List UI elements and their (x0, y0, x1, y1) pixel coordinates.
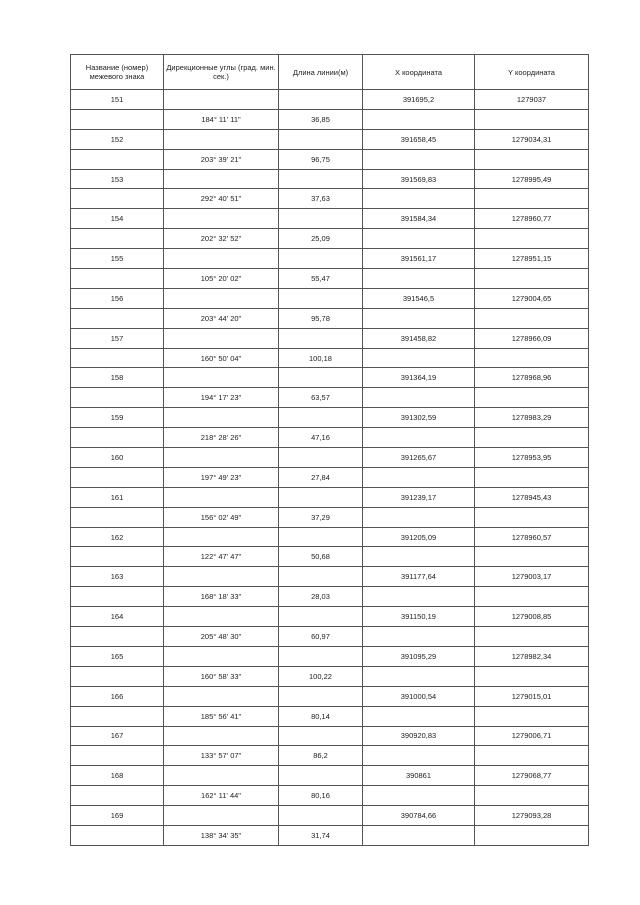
empty-cell (363, 825, 475, 845)
empty-cell (164, 288, 279, 308)
empty-cell (71, 627, 164, 647)
empty-cell (475, 786, 589, 806)
empty-cell (71, 189, 164, 209)
empty-cell (164, 806, 279, 826)
header-x: X координата (363, 55, 475, 90)
line-length: 28,03 (279, 587, 363, 607)
empty-cell (363, 627, 475, 647)
point-name: 155 (71, 249, 164, 269)
y-coordinate: 1278960,77 (475, 209, 589, 229)
line-row (71, 189, 589, 209)
line-length: 95,78 (279, 308, 363, 328)
line-length: 47,16 (279, 428, 363, 448)
empty-cell (475, 229, 589, 249)
line-length: 36,85 (279, 109, 363, 129)
empty-cell (363, 229, 475, 249)
empty-cell (475, 746, 589, 766)
line-row (71, 587, 589, 607)
empty-cell (279, 487, 363, 507)
line-length: 37,63 (279, 189, 363, 209)
empty-cell (475, 149, 589, 169)
y-coordinate: 1278960,57 (475, 527, 589, 547)
empty-cell (164, 567, 279, 587)
y-coordinate: 1279008,85 (475, 607, 589, 627)
point-name: 167 (71, 726, 164, 746)
empty-cell (164, 328, 279, 348)
line-length: 60,97 (279, 627, 363, 647)
empty-cell (279, 646, 363, 666)
point-row (71, 288, 589, 308)
empty-cell (71, 308, 164, 328)
line-row (71, 467, 589, 487)
line-length: 50,68 (279, 547, 363, 567)
empty-cell (164, 686, 279, 706)
x-coordinate: 391150,19 (363, 607, 475, 627)
point-row (71, 328, 589, 348)
line-length: 31,74 (279, 825, 363, 845)
empty-cell (71, 706, 164, 726)
empty-cell (279, 527, 363, 547)
x-coordinate: 391658,45 (363, 129, 475, 149)
empty-cell (363, 786, 475, 806)
y-coordinate: 1279003,17 (475, 567, 589, 587)
x-coordinate: 391546,5 (363, 288, 475, 308)
y-coordinate: 1278982,34 (475, 646, 589, 666)
direction-angle: 105° 20' 02" (164, 269, 279, 289)
y-coordinate: 1279037 (475, 90, 589, 110)
y-coordinate: 1279006,71 (475, 726, 589, 746)
empty-cell (363, 189, 475, 209)
empty-cell (363, 507, 475, 527)
point-row (71, 567, 589, 587)
direction-angle: 292° 40' 51" (164, 189, 279, 209)
point-row (71, 90, 589, 110)
empty-cell (475, 189, 589, 209)
point-name: 169 (71, 806, 164, 826)
x-coordinate: 391265,67 (363, 448, 475, 468)
direction-angle: 185° 56' 41" (164, 706, 279, 726)
line-row (71, 547, 589, 567)
x-coordinate: 391205,09 (363, 527, 475, 547)
empty-cell (71, 825, 164, 845)
empty-cell (363, 746, 475, 766)
point-name: 159 (71, 408, 164, 428)
line-row (71, 229, 589, 249)
empty-cell (363, 308, 475, 328)
point-name: 154 (71, 209, 164, 229)
table-body (71, 90, 589, 846)
direction-angle: 133° 57' 07" (164, 746, 279, 766)
empty-cell (363, 666, 475, 686)
x-coordinate: 391569,83 (363, 169, 475, 189)
direction-angle: 138° 34' 35" (164, 825, 279, 845)
point-name: 162 (71, 527, 164, 547)
empty-cell (71, 149, 164, 169)
line-length: 37,29 (279, 507, 363, 527)
empty-cell (279, 567, 363, 587)
point-name: 153 (71, 169, 164, 189)
y-coordinate: 1278953,95 (475, 448, 589, 468)
x-coordinate: 390920,83 (363, 726, 475, 746)
empty-cell (475, 666, 589, 686)
direction-angle: 156° 02' 49" (164, 507, 279, 527)
empty-cell (164, 368, 279, 388)
point-row (71, 249, 589, 269)
empty-cell (475, 706, 589, 726)
point-row (71, 368, 589, 388)
point-row (71, 129, 589, 149)
line-row (71, 348, 589, 368)
point-row (71, 806, 589, 826)
empty-cell (71, 786, 164, 806)
x-coordinate: 391458,82 (363, 328, 475, 348)
line-row (71, 269, 589, 289)
table-header-row (71, 55, 589, 90)
empty-cell (363, 348, 475, 368)
empty-cell (363, 388, 475, 408)
line-row (71, 507, 589, 527)
line-row (71, 428, 589, 448)
empty-cell (279, 328, 363, 348)
empty-cell (475, 587, 589, 607)
line-row (71, 786, 589, 806)
empty-cell (71, 109, 164, 129)
direction-angle: 162° 11' 44" (164, 786, 279, 806)
empty-cell (279, 129, 363, 149)
empty-cell (475, 308, 589, 328)
empty-cell (71, 666, 164, 686)
line-row (71, 666, 589, 686)
y-coordinate: 1278968,96 (475, 368, 589, 388)
empty-cell (279, 806, 363, 826)
empty-cell (363, 428, 475, 448)
x-coordinate: 390784,66 (363, 806, 475, 826)
point-row (71, 169, 589, 189)
point-name: 151 (71, 90, 164, 110)
empty-cell (475, 467, 589, 487)
x-coordinate: 391364,19 (363, 368, 475, 388)
point-row (71, 726, 589, 746)
direction-angle: 203° 39' 21" (164, 149, 279, 169)
direction-angle: 203° 44' 20" (164, 308, 279, 328)
y-coordinate: 1278951,15 (475, 249, 589, 269)
direction-angle: 218° 28' 26" (164, 428, 279, 448)
header-y: Y координата (475, 55, 589, 90)
x-coordinate: 391000,54 (363, 686, 475, 706)
x-coordinate: 391095,29 (363, 646, 475, 666)
empty-cell (475, 348, 589, 368)
direction-angle: 184° 11' 11" (164, 109, 279, 129)
x-coordinate: 391695,2 (363, 90, 475, 110)
empty-cell (164, 726, 279, 746)
direction-angle: 194° 17' 23" (164, 388, 279, 408)
line-row (71, 149, 589, 169)
empty-cell (164, 527, 279, 547)
line-length: 55,47 (279, 269, 363, 289)
empty-cell (475, 388, 589, 408)
point-row (71, 607, 589, 627)
empty-cell (363, 109, 475, 129)
line-length: 27,84 (279, 467, 363, 487)
empty-cell (363, 269, 475, 289)
line-length: 25,09 (279, 229, 363, 249)
empty-cell (279, 90, 363, 110)
point-name: 163 (71, 567, 164, 587)
empty-cell (279, 726, 363, 746)
point-name: 157 (71, 328, 164, 348)
line-row (71, 627, 589, 647)
line-length: 63,57 (279, 388, 363, 408)
empty-cell (363, 149, 475, 169)
line-length: 80,16 (279, 786, 363, 806)
direction-angle: 202° 32' 52" (164, 229, 279, 249)
empty-cell (363, 547, 475, 567)
y-coordinate: 1279068,77 (475, 766, 589, 786)
point-name: 152 (71, 129, 164, 149)
point-name: 166 (71, 686, 164, 706)
empty-cell (164, 607, 279, 627)
direction-angle: 160° 58' 33" (164, 666, 279, 686)
point-name: 158 (71, 368, 164, 388)
point-row (71, 527, 589, 547)
empty-cell (475, 547, 589, 567)
point-row (71, 646, 589, 666)
empty-cell (164, 766, 279, 786)
line-row (71, 746, 589, 766)
x-coordinate: 391584,34 (363, 209, 475, 229)
point-row (71, 487, 589, 507)
line-length: 96,75 (279, 149, 363, 169)
empty-cell (279, 249, 363, 269)
point-row (71, 766, 589, 786)
header-name: Название (номер) межевого знака (71, 55, 164, 90)
empty-cell (279, 607, 363, 627)
empty-cell (164, 646, 279, 666)
empty-cell (475, 109, 589, 129)
empty-cell (279, 209, 363, 229)
y-coordinate: 1278983,29 (475, 408, 589, 428)
empty-cell (279, 766, 363, 786)
x-coordinate: 391561,17 (363, 249, 475, 269)
empty-cell (164, 209, 279, 229)
direction-angle: 168° 18' 33" (164, 587, 279, 607)
line-length: 100,22 (279, 666, 363, 686)
point-row (71, 448, 589, 468)
direction-angle: 197° 49' 23" (164, 467, 279, 487)
empty-cell (71, 547, 164, 567)
empty-cell (164, 487, 279, 507)
empty-cell (164, 249, 279, 269)
y-coordinate: 1279015,01 (475, 686, 589, 706)
y-coordinate: 1278966,09 (475, 328, 589, 348)
empty-cell (71, 388, 164, 408)
empty-cell (71, 428, 164, 448)
empty-cell (164, 448, 279, 468)
empty-cell (71, 587, 164, 607)
empty-cell (164, 90, 279, 110)
point-name: 156 (71, 288, 164, 308)
empty-cell (475, 825, 589, 845)
empty-cell (475, 627, 589, 647)
coordinates-table (70, 54, 589, 846)
empty-cell (363, 706, 475, 726)
x-coordinate: 391177,64 (363, 567, 475, 587)
empty-cell (279, 288, 363, 308)
y-coordinate: 1279093,28 (475, 806, 589, 826)
direction-angle: 160° 50' 04" (164, 348, 279, 368)
direction-angle: 205° 48' 30" (164, 627, 279, 647)
point-name: 161 (71, 487, 164, 507)
empty-cell (164, 408, 279, 428)
empty-cell (164, 129, 279, 149)
point-row (71, 686, 589, 706)
point-name: 164 (71, 607, 164, 627)
empty-cell (71, 269, 164, 289)
empty-cell (71, 507, 164, 527)
point-row (71, 209, 589, 229)
empty-cell (71, 348, 164, 368)
line-length: 80,14 (279, 706, 363, 726)
empty-cell (279, 368, 363, 388)
empty-cell (71, 746, 164, 766)
x-coordinate: 391239,17 (363, 487, 475, 507)
line-length: 86,2 (279, 746, 363, 766)
line-row (71, 825, 589, 845)
empty-cell (71, 229, 164, 249)
empty-cell (475, 269, 589, 289)
empty-cell (164, 169, 279, 189)
empty-cell (363, 587, 475, 607)
empty-cell (475, 507, 589, 527)
x-coordinate: 390861 (363, 766, 475, 786)
empty-cell (279, 686, 363, 706)
y-coordinate: 1279004,65 (475, 288, 589, 308)
x-coordinate: 391302,59 (363, 408, 475, 428)
y-coordinate: 1279034,31 (475, 129, 589, 149)
line-row (71, 308, 589, 328)
direction-angle: 122° 47' 47" (164, 547, 279, 567)
line-length: 100,18 (279, 348, 363, 368)
y-coordinate: 1278945,43 (475, 487, 589, 507)
y-coordinate: 1278995,49 (475, 169, 589, 189)
empty-cell (279, 408, 363, 428)
empty-cell (363, 467, 475, 487)
line-row (71, 706, 589, 726)
empty-cell (475, 428, 589, 448)
line-row (71, 109, 589, 129)
line-row (71, 388, 589, 408)
header-length: Длина линии(м) (279, 55, 363, 90)
point-row (71, 408, 589, 428)
header-angle: Дирекционные углы (град. мин. сек.) (164, 55, 279, 90)
empty-cell (279, 169, 363, 189)
empty-cell (71, 467, 164, 487)
point-name: 165 (71, 646, 164, 666)
point-name: 168 (71, 766, 164, 786)
point-name: 160 (71, 448, 164, 468)
empty-cell (279, 448, 363, 468)
